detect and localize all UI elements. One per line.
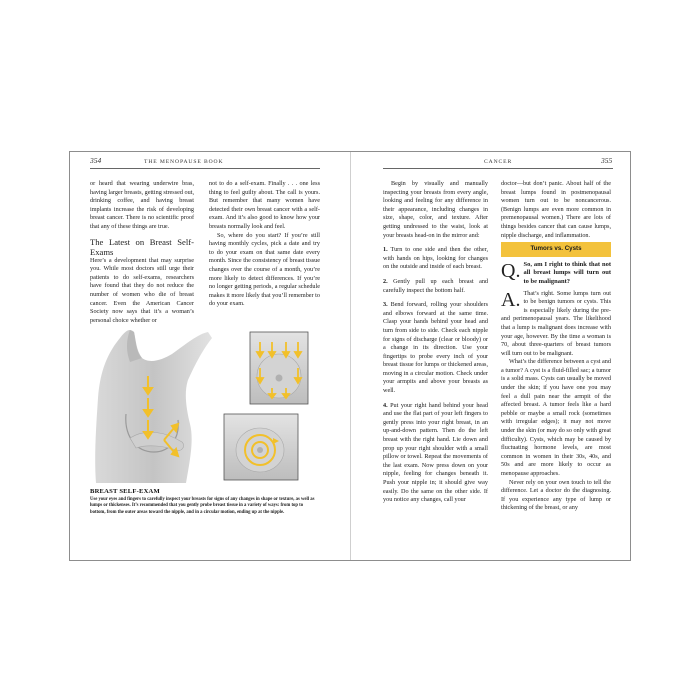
q-drop-letter: Q. [501,260,521,282]
figure-caption-title: BREAST SELF-EXAM [90,488,160,495]
right-page [351,152,631,560]
question-block [501,261,611,287]
running-head-left: THE MENOPAUSE BOOK [144,159,224,165]
running-head-right: CANCER [484,159,513,165]
inspection-intro: Begin by visually and manually inspecting your breasts from every angle, looking and feeling for any difference in their appearance, including changes in size, shape, color, and texture. After getting undressed to the waist, look at your breasts head-on in the mirror and: [383,180,488,239]
step-1 [383,246,488,272]
step-1-text: Turn to one side and then the other, with hands on hips, looking for changes on the outside and inside of each breast. [383,246,489,271]
figure-caption-text: Use your eyes and fingers to carefully inspect your breasts for signs of any changes in shape or texture, as well as lumps or thickenses. It’s recommended that you gently probe breast tissue in a variety of ways: from top to bottom, from the outer areas toward the nipple, and in a circular motion, ending up at the nipple. [90,497,315,515]
answer-p3: Never rely on your own touch to tell the difference. Let a doctor do the diagnosing. If you experience any type of lump or thickening of the breast, or any [501,478,611,512]
book-spread [69,151,631,561]
page-number-right: 355 [601,156,613,165]
left-col2-p2: So, where do you start? If you’re still having monthly cycles, pick a date and try to do your exam on that same date every month. Since the consistency of breast tissue changes over the course of a month, you’re more likely to detect differences. If you’re no longer getting periods, a regular schedule makes it more likely that you’ll remember to do your exam. [209,231,320,308]
answer-p2: What’s the difference between a cyst and a tumor? A cyst is a fluid-filled sac; a tumor is a solid mass. Cysts can usually be moved under the skin; if you have one you may feel a dull pain near the armpit of the affected breast. A tumor feels like a hard pebble or maybe a small rock (sometimes with irregular edges); it may not move under the skin (or may do so only with great difficulty). Cysts, which may be caused by fluctuating hormone levels, are most common in women in their 30s, 40s, and 50s and are more likely to occur as menopause approaches. [501,358,611,477]
sidebar-title-bar: Tumors vs. Cysts [501,242,611,257]
left-col-2 [209,180,320,309]
step-3-number: 3. [383,301,388,309]
breast-self-exam-illustration [90,328,310,483]
answer-p1: That’s right. Some lumps turn out to be benign tumors or cysts. This is especially likely during the pre- and perimenopausal years. The likelihood that a lump is malignant does increase with your age, however. By the time a woman is 70, about three-quarters of breast tumors will turn out to be malignant. [501,289,611,357]
step-3-text: Bend forward, rolling your shoulders and elbows forward at the same time. Clasp your hands behind your head and turn from side to side. Check each nipple for signs of discharge (clear or bloody) or a change in its direction. Use your fingertips to probe every inch of your breast tissue for lumps or thickened areas, moving in a circular motion. Check under your armpits and above your breasts as well. [383,301,488,395]
continuation-text: doctor—but don’t panic. About half of the breast lumps found in postmenopausal women turn out to be noncancerous. (Benign lumps are even more common in premenopausal women.) There are lots of things besides cancer that can cause lumps, nipple discharge, and inflammation. [501,180,611,239]
question-text: So, am I right to think that not all breast lumps will turn out to be malignant? [523,260,611,285]
left-col1-body: Here’s a development that may surprise you. While most doctors still urge their patients to do self-exams, researchers have found that they do not reduce the number of women who die of breast cancer. Even the American Cancer Society now says that it’s a woman’s personal choice whether or [90,256,194,324]
step-2-number: 2. [383,277,388,285]
torso-shape [95,330,212,483]
step-4-text: Put your right hand behind your head and use the flat part of your left fingers to gently press into your right breast, in an up-and-down pattern. Then do the left breast with the right hand. Lie down and prop up your right shoulder with a small pillow or towel. Repeat the movements of the last exam. Now press down on your nipple, feeling for changes beneath it. Push your nipple in; it should give way easily. Do the same on the other side. If you notice any changes, call your [383,401,489,504]
section-subhead: The Latest on Breast Self-Exams [90,236,194,257]
left-page [70,152,350,560]
right-col-2 [501,180,611,513]
step-3 [383,301,488,396]
left-col-1 [90,180,194,325]
right-col-1 [383,180,488,505]
header-rule-right [383,168,613,169]
step-2 [383,278,488,295]
step-2-text: Gently pull up each breast and carefully inspect the bottom half. [383,277,489,294]
page-number-left: 354 [90,156,102,165]
header-rule-left [90,168,320,169]
answer-block [501,290,611,359]
step-4 [383,402,488,505]
inset-top-to-bottom [250,332,308,404]
left-col2-p1: not to do a self-exam. Finally . . . one less thing to feel guilty about. The call is yours. But remember that many women have detected their own breast cancer with a self-exam. And it’s also good to know how your breasts normally look and feel. [209,180,320,230]
step-4-number: 4. [383,401,388,409]
inset-circular-motion [224,414,298,480]
left-col1-intro: or heard that wearing underwire bras, having larger breasts, getting stressed out, drinking coffee, and having breast implants increase the risk of developing breast cancer. There is no scientific proof that any of these things are true. [90,180,194,230]
step-1-number: 1. [383,246,388,254]
arm-shadow [127,330,142,362]
a-drop-letter: A. [501,288,521,311]
